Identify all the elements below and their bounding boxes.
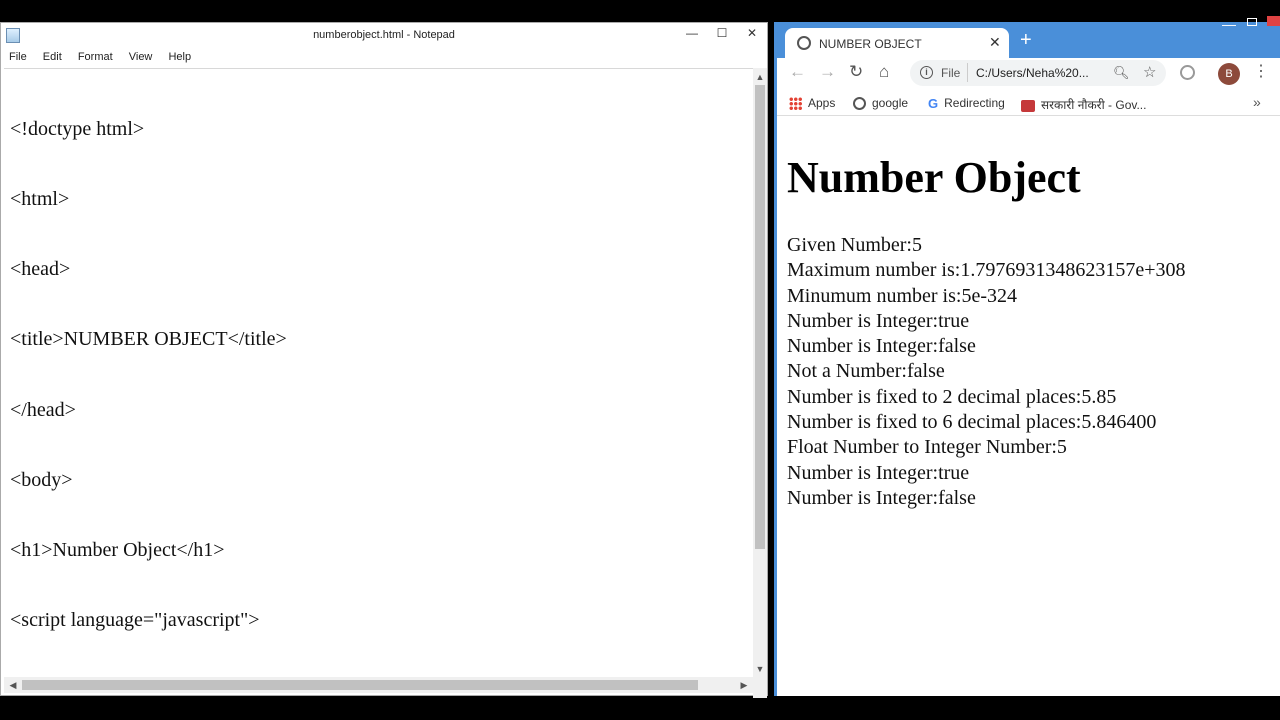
google-g-icon: G [928,96,939,112]
bookmark-apps[interactable] [789,96,835,110]
globe-icon [797,36,811,50]
notepad-titlebar[interactable] [1,23,767,47]
output-line: Float Number to Integer Number:5 [787,436,1067,459]
bookmark-google[interactable] [853,96,908,110]
divider [967,63,968,82]
reload-icon[interactable]: ↻ [849,62,864,81]
apps-grid-icon [789,97,802,110]
profile-avatar[interactable]: B [1218,63,1240,85]
output-line: Given Number:5 [787,234,922,256]
sarkari-favicon [1021,100,1035,112]
code-line: <head> [10,258,71,281]
notepad-window [0,22,768,696]
output-line: Number is Integer:false [787,335,976,358]
bookmark-star-icon[interactable]: ☆ [1143,64,1157,81]
output-line: Number is fixed to 2 decimal places:5.85 [787,385,1117,408]
globe-icon [853,97,866,110]
vertical-scrollbar[interactable] [753,68,767,698]
browser-toolbar [777,58,1280,88]
info-icon[interactable]: i [920,66,933,79]
output-line: Minumum number is:5e-324 [787,284,1017,307]
back-arrow-icon[interactable]: ← [789,62,806,81]
code-line: <h1>Number Object</h1> [10,539,225,562]
scroll-up-icon[interactable]: ▲ [755,72,765,82]
scroll-down-icon[interactable]: ▼ [755,664,765,674]
browser-tab[interactable] [785,28,1009,58]
output-line: Not a Number:false [787,360,945,383]
code-line: <html> [10,188,70,211]
code-line: <script language="javascript"> [10,609,260,632]
code-line: <body> [10,468,73,491]
tab-strip [777,16,1280,58]
url-text[interactable]: C:/Users/Neha%20... [976,66,1089,80]
bookmark-label: Redirecting [944,96,1005,110]
tab-title: NUMBER OBJECT [819,37,922,51]
minimize-icon[interactable]: — [686,26,698,40]
close-icon[interactable]: ✕ [746,26,758,40]
vertical-scroll-thumb[interactable] [755,85,765,549]
notepad-menubar [1,49,767,67]
menu-format[interactable]: Format [77,51,113,63]
browser-window [774,16,1280,696]
forward-arrow-icon[interactable]: → [819,62,836,81]
zoom-icon[interactable]: 🔍︎ [1113,65,1130,80]
maximize-icon[interactable]: ☐ [716,26,728,40]
notepad-window-title: numberobject.html - Notepad [313,29,455,41]
letterbox-bar [0,698,1280,720]
bookmark-sarkari-naukri[interactable] [1021,96,1146,113]
bookmark-label: सरकारी नौकरी - Gov... [1041,98,1147,112]
url-scheme-label: File [941,66,961,80]
new-tab-button[interactable]: + [1020,29,1032,51]
menu-view[interactable]: View [128,51,153,63]
page-heading: Number Object [787,153,1081,202]
output-line: Maximum number is:1.7976931348623157e+308 [787,259,1186,282]
bookmark-label: google [872,96,909,110]
bookmark-redirecting[interactable] [928,96,1005,111]
output-line: Number is Integer:true [787,309,970,332]
menu-edit[interactable]: Edit [42,51,62,63]
minimize-icon[interactable]: — [1222,16,1236,32]
address-bar[interactable] [910,60,1166,86]
maximize-icon[interactable] [1247,18,1257,26]
close-icon[interactable] [1267,16,1280,26]
home-icon[interactable]: ⌂ [879,62,890,81]
scroll-right-icon[interactable]: ▶ [740,680,748,690]
code-text[interactable] [10,71,752,676]
extension-globe-icon[interactable] [1180,65,1195,80]
code-line: </head> [10,398,76,421]
output-line: Number is fixed to 6 decimal places:5.846400 [787,411,1157,434]
horizontal-scrollbar[interactable] [4,677,753,693]
kebab-menu-icon[interactable]: ⋮ [1253,63,1269,80]
notepad-text-area[interactable] [4,68,753,676]
tab-close-icon[interactable]: ✕ [989,34,1001,50]
output-line: Number is Integer:true [787,461,970,484]
horizontal-scroll-thumb[interactable] [22,680,698,690]
bookmark-label: Apps [808,96,836,110]
code-line: <!doctype html> [10,117,145,140]
page-output [787,233,1185,511]
menu-file[interactable]: File [9,51,27,63]
output-line: Number is Integer:false [787,486,976,509]
menu-help[interactable]: Help [168,51,192,63]
scroll-left-icon[interactable]: ◀ [9,680,17,690]
bookmarks-bar [777,92,1280,116]
code-line: <title>NUMBER OBJECT</title> [10,328,287,351]
page-viewport [777,117,1280,696]
more-bookmarks-icon[interactable]: » [1253,94,1261,110]
